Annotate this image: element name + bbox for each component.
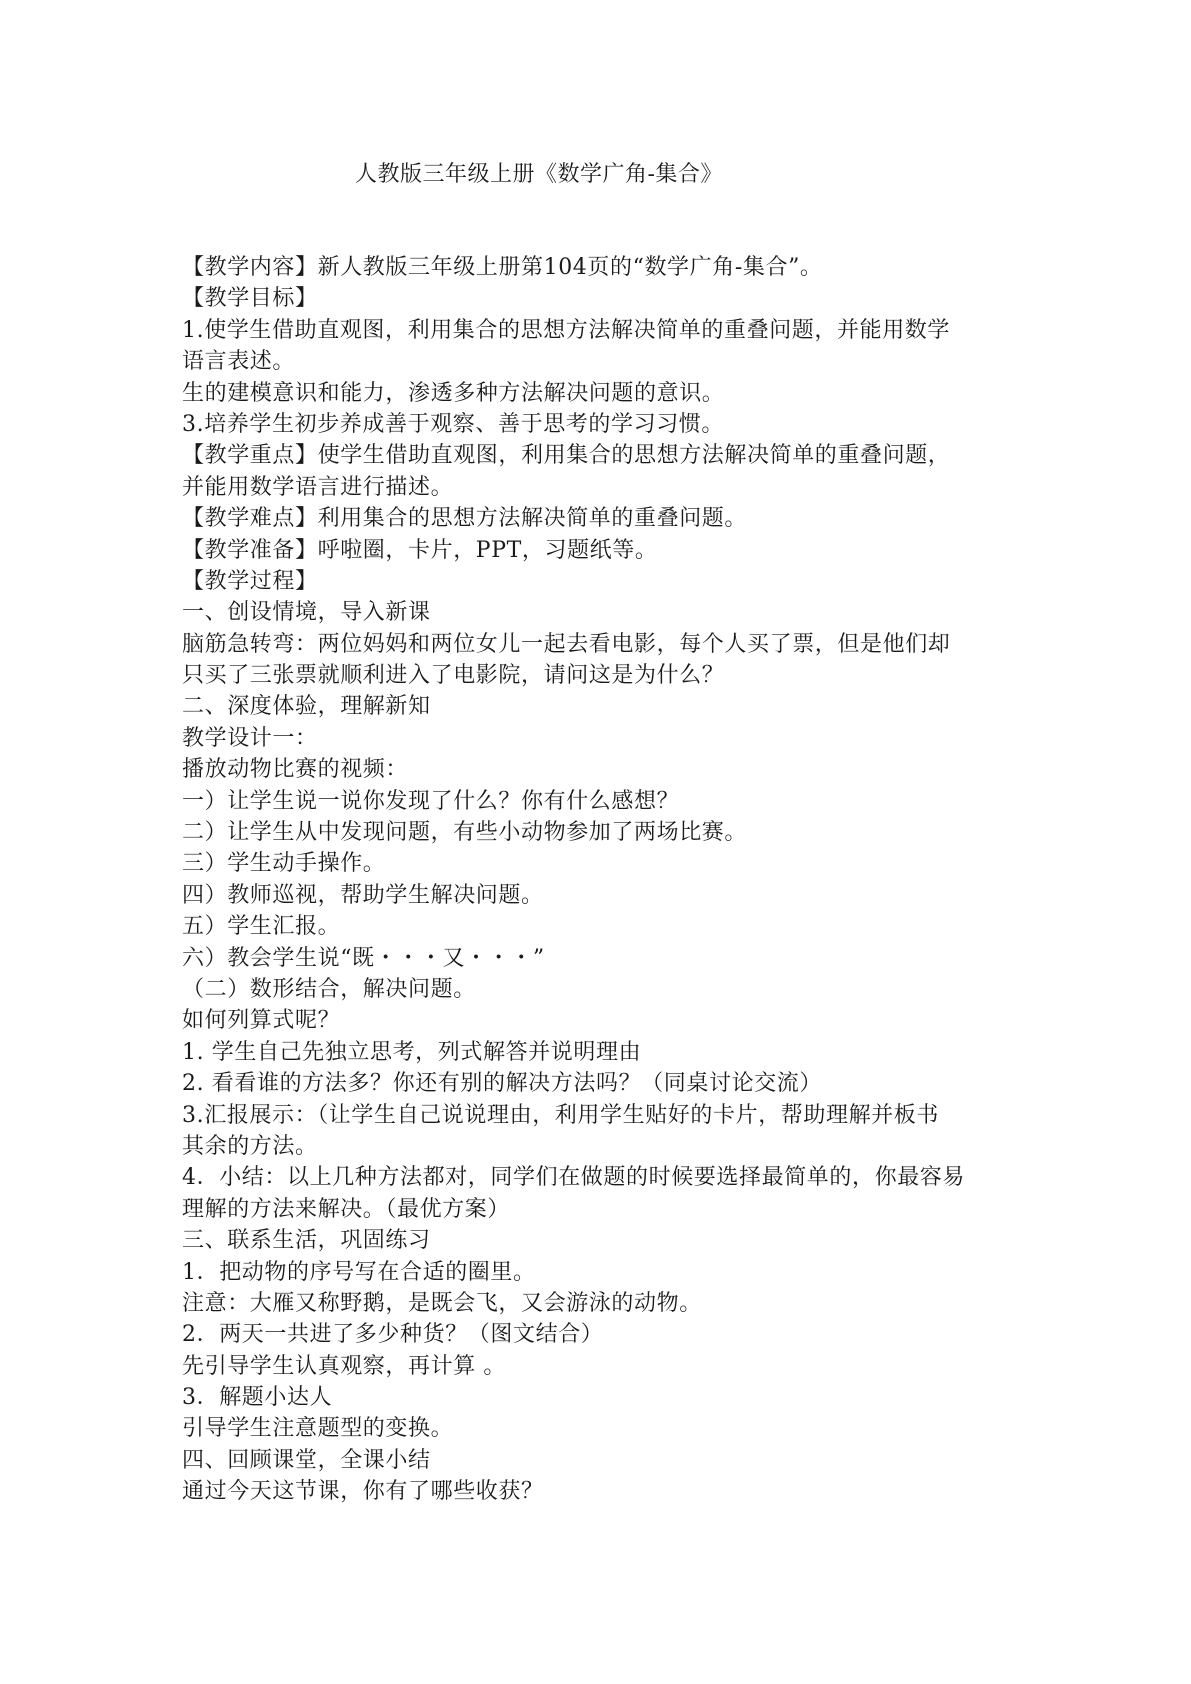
text-line: 通过今天这节课，你有了哪些收获？	[182, 1479, 544, 1505]
text-line: 六）教会学生说“既・・・又・・・”	[182, 945, 545, 971]
text-line: 生的建模意识和能力，渗透多种方法解决问题的意识。	[182, 380, 725, 406]
text-line: 语言表述。	[182, 349, 296, 375]
text-line: 【教学准备】呼啦圈，卡片，PPT，习题纸等。	[182, 537, 658, 563]
text-line: 1.使学生借助直观图，利用集合的思想方法解决简单的重叠问题，并能用数学	[182, 317, 950, 343]
text-line: （二）数形结合，解决问题。	[182, 976, 476, 1002]
text-line: 四、回顾课堂，全课小结	[182, 1447, 431, 1473]
document-title: 人教版三年级上册《数学广角-集合》	[355, 162, 723, 187]
text-line: 引导学生注意题型的变换。	[182, 1416, 454, 1442]
document-body	[182, 252, 1022, 1508]
text-line: 四）教师巡视，帮助学生解决问题。	[182, 882, 544, 908]
text-line: 其余的方法。	[182, 1133, 318, 1159]
text-line: 二、深度体验，理解新知	[182, 694, 431, 720]
text-line: 4．小结：以上几种方法都对，同学们在做题的时候要选择最简单的，你最容易	[182, 1165, 965, 1191]
text-line: 二）让学生从中发现问题，有些小动物参加了两场比赛。	[182, 820, 748, 846]
text-line: 三、联系生活，巩固练习	[182, 1228, 431, 1254]
text-line: 如何列算式呢？	[182, 1008, 341, 1034]
text-line: 【教学内容】新人教版三年级上册第104页的“数学广角-集合”。	[182, 255, 823, 280]
text-line: 先引导学生认真观察，再计算 。	[182, 1353, 506, 1379]
text-line: 一、创设情境，导入新课	[182, 600, 431, 626]
text-line: 教学设计一：	[182, 725, 318, 751]
text-line: 注意：大雁又称野鹅，是既会飞，又会游泳的动物。	[182, 1290, 702, 1316]
text-line: 三）学生动手操作。	[182, 851, 386, 877]
text-line: 脑筋急转弯：两位妈妈和两位女儿一起去看电影，每个人买了票，但是他们却	[182, 631, 951, 657]
text-line: 2．两天一共进了多少种货？（图文结合）	[182, 1322, 604, 1348]
text-line: 【教学重点】使学生借助直观图，利用集合的思想方法解决简单的重叠问题，	[182, 443, 951, 469]
text-line: 五）学生汇报。	[182, 914, 341, 940]
text-line: 2. 看看谁的方法多？你还有别的解决方法吗？（同桌讨论交流）	[182, 1071, 822, 1097]
text-line: 理解的方法来解决。（最优方案）	[182, 1196, 511, 1222]
text-line: 【教学过程】	[182, 568, 318, 594]
text-line: 只买了三张票就顺利进入了电影院，请问这是为什么？	[182, 663, 725, 689]
text-line: 1．把动物的序号写在合适的圈里。	[182, 1259, 536, 1285]
text-line: 3.汇报展示：（让学生自己说说理由，利用学生贴好的卡片，帮助理解并板书	[182, 1102, 939, 1128]
text-line: 一）让学生说一说你发现了什么？你有什么感想？	[182, 788, 680, 814]
text-line: 3.培养学生初步养成善于观察、善于思考的学习习惯。	[182, 411, 724, 437]
text-line: 并能用数学语言进行描述。	[182, 474, 454, 500]
text-line: 播放动物比赛的视频：	[182, 757, 409, 783]
text-line: 【教学难点】利用集合的思想方法解决简单的重叠问题。	[182, 506, 748, 532]
text-line: 【教学目标】	[182, 286, 318, 312]
text-line: 1. 学生自己先独立思考，列式解答并说明理由	[182, 1039, 642, 1065]
text-line: 3．解题小达人	[182, 1385, 333, 1411]
